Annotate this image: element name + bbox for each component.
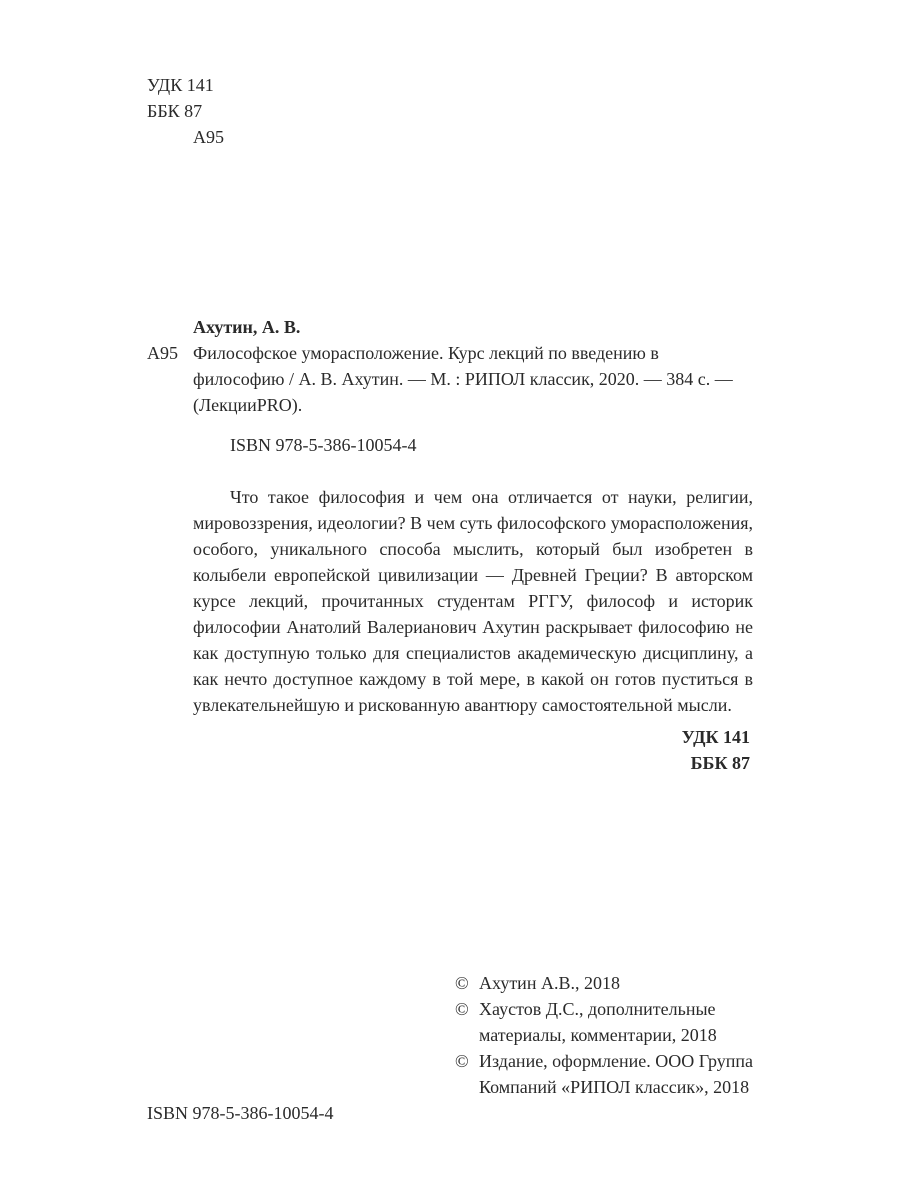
record-author: Ахутин, А. В. [193,317,301,337]
copyright-item [455,970,765,996]
record-description: Философское уморасположение. Курс лекций по введению в философию / А. В. Ахутин. — М. : РИПОЛ классик, 2020. — 384 с. — (ЛекцииPRO). [193,343,733,415]
bottom-isbn: ISBN 978-5-386-10054-4 [147,1103,334,1123]
record-author-code: А95 [147,343,178,363]
right-bbk: ББК 87 [690,753,750,773]
copyright-item [455,996,765,1048]
copyright-sign: © [455,973,469,993]
copyrights-block [455,970,765,1100]
copyright-item [455,1048,765,1100]
annotation-text: Что такое философия и чем она отличается от науки, религии, мировоззрения, идеологии? В чем суть философского уморасположения, особого, уникального способа мыслить, который был изобретен в колыбели европейской цивилизации — Древней Греции? В авторском курсе лекций, прочитанных студентам РГГУ, философ и историк философии Анатолий Валерианович Ахутин раскрывает философию не как доступную только для специалистов академическую дисциплину, а как нечто доступное каждому в той мере, в какой он готов пуститься в увлекательнейшую и рискованную авантюру самостоятельной мысли. [193,487,753,715]
top-bbk: ББК 87 [147,101,203,121]
top-udk: УДК 141 [147,75,214,95]
copyright-text: Издание, оформление. ООО Группа Компаний «РИПОЛ классик», 2018 [479,1051,753,1097]
record-isbn: ISBN 978-5-386-10054-4 [230,435,417,455]
top-author-code: А95 [193,127,224,147]
copyright-sign: © [455,1051,469,1071]
right-udk: УДК 141 [681,727,750,747]
copyright-text: Хаустов Д.С., дополнительные материалы, комментарии, 2018 [479,999,717,1045]
copyright-text: Ахутин А.В., 2018 [479,973,620,993]
copyright-sign: © [455,999,469,1019]
